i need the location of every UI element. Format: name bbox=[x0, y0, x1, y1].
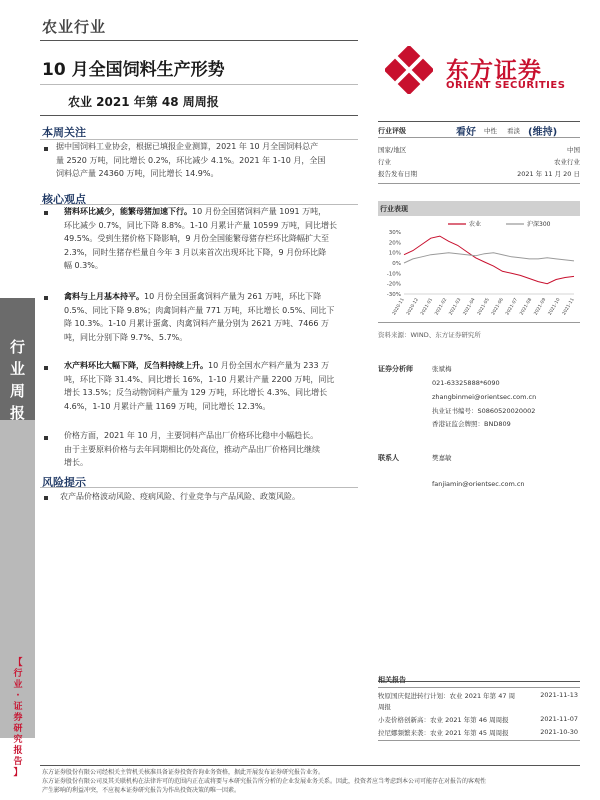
view-line: 由于主要原料价格与去年同期相比仍处高位，推动产品出厂价格同比继续 bbox=[64, 444, 320, 454]
sidebar-title-char: 报 bbox=[9, 404, 25, 422]
legend-label: 农业 bbox=[469, 221, 482, 228]
risk-heading: 风险提示 bbox=[42, 476, 86, 489]
bullet-icon bbox=[44, 366, 48, 370]
rating-neutral: 中性 bbox=[484, 127, 497, 135]
view-item-price bbox=[64, 429, 364, 470]
contact-email[interactable]: fanjiamin@orientsec.com.cn bbox=[432, 480, 525, 488]
related-top-divider bbox=[378, 681, 580, 682]
view-line: 吨，环比下降 31.4%、同比增长 16%，1-10 月累计产量 2200 万吨，同比 bbox=[64, 374, 335, 384]
view-line: 10 月份全国蛋禽饲料产量为 261 万吨，环比下降 bbox=[144, 292, 322, 301]
view-line: 价格方面，2021 年 10 月，主要饲料产品出厂价格环比稳中小幅趋长。 bbox=[64, 431, 319, 440]
sidebar-vertical-label bbox=[3, 658, 33, 779]
x-tick-label: 2021-03 bbox=[448, 297, 463, 317]
subtitle-divider bbox=[40, 115, 358, 116]
rating-country-value: 中国 bbox=[567, 146, 580, 154]
focus-line: 据中国饲料工业协会，根据已填报企业测算，2021 年 10 月全国饲料总产 bbox=[56, 142, 319, 151]
rating-date-key: 报告发布日期 bbox=[378, 170, 417, 178]
view-line: 环比减少 0.7%，同比下降 8.8%。1-10 月累计产量 10599 万吨，同比增长 bbox=[64, 220, 337, 230]
view-item-aqua bbox=[64, 359, 364, 413]
sidebar-char: · bbox=[16, 691, 20, 701]
sidebar-title-char: 行 bbox=[9, 338, 25, 356]
risk-text: 农产品价格波动风险、疫病风险、行业竞争与产品风险、政策风险。 bbox=[60, 492, 300, 501]
sidebar-char: 报 bbox=[13, 746, 23, 756]
focus-heading: 本周关注 bbox=[42, 126, 86, 139]
x-tick-label: 2021-07 bbox=[505, 297, 520, 317]
rating-country-key: 国家/地区 bbox=[378, 146, 407, 154]
related-heading: 相关报告 bbox=[378, 676, 406, 684]
analyst-label: 证券分析师 bbox=[378, 365, 413, 373]
x-tick-label: 2021-06 bbox=[491, 297, 505, 317]
y-tick-label: -20% bbox=[386, 281, 401, 288]
view-line: 增长。 bbox=[64, 458, 88, 467]
series-line-农业 bbox=[404, 236, 574, 284]
y-tick-label: -10% bbox=[386, 271, 401, 278]
sidebar-title-char: 业 bbox=[9, 360, 25, 378]
performance-header-bar bbox=[378, 201, 580, 216]
chart-divider bbox=[378, 322, 580, 323]
rating-row bbox=[378, 123, 580, 138]
view-line: 吨，同比分别下降 9.7%、5.7%。 bbox=[64, 332, 188, 342]
report-subtitle: 农业 2021 年第 48 周周报 bbox=[68, 95, 219, 109]
rating-top-divider bbox=[378, 121, 580, 122]
rating-bottom-divider bbox=[378, 183, 580, 184]
footer-disclaimer bbox=[42, 768, 587, 795]
sidebar-char: 证 bbox=[13, 702, 23, 712]
footer-line: 东方证券股份有限公司及其关联机构在法律许可的范围内正在或将要与本研究报告所分析的企业发展业务关系。因此，投资者应当考虑到本公司可能存在对报告的客观性 bbox=[42, 778, 487, 785]
focus-line: 饲料总产量 24360 万吨，同比增长 14.9%。 bbox=[56, 169, 219, 178]
view-line: 4.6%，1-10 月累计产量 1169 万吨，同比增长 12.3%。 bbox=[64, 401, 271, 411]
rating-divider bbox=[378, 137, 580, 138]
contact-label: 联系人 bbox=[378, 454, 399, 462]
bullet-icon bbox=[44, 147, 48, 151]
related-item-date: 2021-10-30 bbox=[540, 728, 578, 736]
analyst-hk-license: 香港证监会牌照：BND809 bbox=[432, 420, 511, 428]
logo-name-en: ORIENT SECURITIES bbox=[446, 80, 566, 91]
x-tick-label: 2021-11 bbox=[561, 297, 576, 317]
related-item-date: 2021-11-13 bbox=[540, 691, 578, 699]
x-tick-label: 2021-05 bbox=[476, 297, 491, 317]
related-item-title[interactable]: 小麦价格创新高：农业 2021 年第 46 周周报 bbox=[378, 716, 509, 724]
rating-status: (维持) bbox=[528, 127, 558, 138]
x-tick-label: 2020-11 bbox=[391, 297, 406, 317]
bullet-icon bbox=[44, 296, 48, 300]
view-item-poultry bbox=[64, 290, 364, 344]
related-item-title[interactable]: 周报 bbox=[378, 703, 391, 711]
y-tick-label: 30% bbox=[388, 230, 401, 236]
header-divider bbox=[40, 40, 358, 41]
rating-label: 行业评级 bbox=[378, 127, 406, 135]
view-line: 增长 13.5%；反刍动物饲料产量为 129 万吨，环比增长 4.3%、同比增长 bbox=[64, 388, 328, 397]
rating-industry-key: 行业 bbox=[378, 158, 391, 166]
industry-label: 农业行业 bbox=[42, 18, 107, 36]
x-tick-label: 2021-08 bbox=[519, 297, 534, 317]
focus-text bbox=[56, 140, 361, 181]
bullet-icon bbox=[44, 436, 48, 440]
analyst-cert: 执业证书编号：S0860520020002 bbox=[432, 407, 536, 415]
view-lead: 水产料环比大幅下降，反刍料持续上升。 bbox=[64, 361, 208, 370]
rating-date-value: 2021 年 11 月 20 日 bbox=[517, 170, 580, 178]
footer-line: 东方证券股份有限公司经相关主管机关核准具备证券投资咨询业务资格，据此开展发布证券研究报告业务。 bbox=[42, 769, 325, 776]
contact-name: 樊嘉敏 bbox=[432, 454, 452, 462]
rating-value: 看好 bbox=[456, 127, 476, 138]
y-tick-label: 0% bbox=[392, 261, 401, 267]
chart-source: 资料来源：WIND、东方证券研究所 bbox=[378, 331, 481, 339]
analyst-name: 张斌梅 bbox=[432, 365, 452, 373]
logo-name-cn: 东方证券 bbox=[446, 58, 542, 84]
sidebar-char: 研 bbox=[13, 724, 23, 734]
related-bottom-divider bbox=[378, 740, 580, 741]
analyst-email[interactable]: zhangbinmei@orientsec.com.cn bbox=[432, 393, 537, 401]
legend-label: 沪深300 bbox=[527, 221, 551, 228]
y-tick-label: -30% bbox=[386, 292, 401, 298]
rating-negative: 看淡 bbox=[507, 127, 520, 135]
performance-chart bbox=[378, 218, 580, 318]
view-line: 10 月份全国水产料产量为 233 万 bbox=[208, 361, 330, 370]
x-tick-label: 2021-09 bbox=[533, 297, 548, 317]
sidebar-title-char: 周 bbox=[9, 382, 25, 400]
related-item-title[interactable]: 牧原国庆促进转行计划：农业 2021 年第 47 周 bbox=[378, 692, 516, 700]
view-line: 10 月份全国猪饲料产量 1091 万吨， bbox=[192, 207, 327, 216]
sidebar-char: 券 bbox=[13, 713, 23, 723]
related-item-title[interactable]: 拉尼娜频繁来袭：农业 2021 年第 45 周周报 bbox=[378, 729, 509, 737]
x-tick-label: 2021-01 bbox=[420, 297, 435, 317]
view-line: 降 10.3%。1-10 月累计蛋禽、肉禽饲料产量分别为 2621 万吨、7466 万 bbox=[64, 319, 330, 328]
related-item-date: 2021-11-07 bbox=[540, 715, 578, 723]
footer-divider bbox=[40, 765, 580, 766]
x-tick-label: 2020-12 bbox=[406, 297, 420, 317]
y-tick-label: 20% bbox=[388, 240, 401, 247]
series-line-沪深300 bbox=[404, 253, 574, 263]
analyst-phone: 021-63325888*6090 bbox=[432, 379, 500, 387]
orient-logo-icon bbox=[385, 46, 433, 94]
sidebar-char: 业 bbox=[13, 680, 23, 690]
views-heading: 核心观点 bbox=[42, 193, 86, 206]
x-tick-label: 2021-04 bbox=[462, 297, 477, 317]
rating-industry-value: 农业行业 bbox=[554, 158, 580, 166]
view-item-pig bbox=[64, 205, 364, 273]
x-tick-label: 2021-10 bbox=[547, 297, 562, 317]
view-lead: 禽料与上月基本持平。 bbox=[64, 292, 144, 301]
view-line: 2.3%，同时生猪存栏量自今年 3 月以来首次出现环比下降，9 月份环比降 bbox=[64, 247, 327, 257]
title-divider bbox=[40, 84, 358, 85]
risk-divider bbox=[40, 487, 358, 488]
related-divider bbox=[378, 687, 580, 688]
footer-line: 产生影响的利益冲突，不应视本证券研究报告为作出投资决策的唯一因素。 bbox=[42, 787, 241, 794]
sidebar-char: 【 bbox=[13, 658, 23, 668]
performance-heading: 行业表现 bbox=[380, 205, 408, 213]
focus-line: 量 2520 万吨，同比增长 0.2%，环比减少 4.1%。2021 年 1-10 月，全国 bbox=[56, 155, 326, 165]
view-line: 幅 0.3%。 bbox=[64, 261, 103, 270]
sidebar-char: 行 bbox=[13, 669, 23, 679]
sidebar-title bbox=[0, 336, 35, 424]
sidebar-char: 究 bbox=[13, 735, 23, 745]
y-tick-label: 10% bbox=[388, 250, 401, 257]
bullet-icon bbox=[44, 211, 48, 215]
x-tick-label: 2021-02 bbox=[434, 297, 449, 317]
report-title: 10 月全国饲料生产形势 bbox=[42, 60, 225, 80]
view-lead: 猪料环比减少，能繁母猪加速下行。 bbox=[64, 207, 192, 216]
sidebar-char: 告 bbox=[13, 757, 23, 767]
bullet-icon bbox=[44, 496, 48, 500]
view-line: 0.5%、同比下降 9.8%；肉禽饲料产量 771 万吨，环比增长 0.5%、同比下 bbox=[64, 305, 335, 315]
sidebar-char: 】 bbox=[13, 768, 23, 778]
view-line: 49.5%。受到生猪价格下降影响，9 月份全国能繁母猪存栏环比降幅扩大至 bbox=[64, 234, 330, 243]
